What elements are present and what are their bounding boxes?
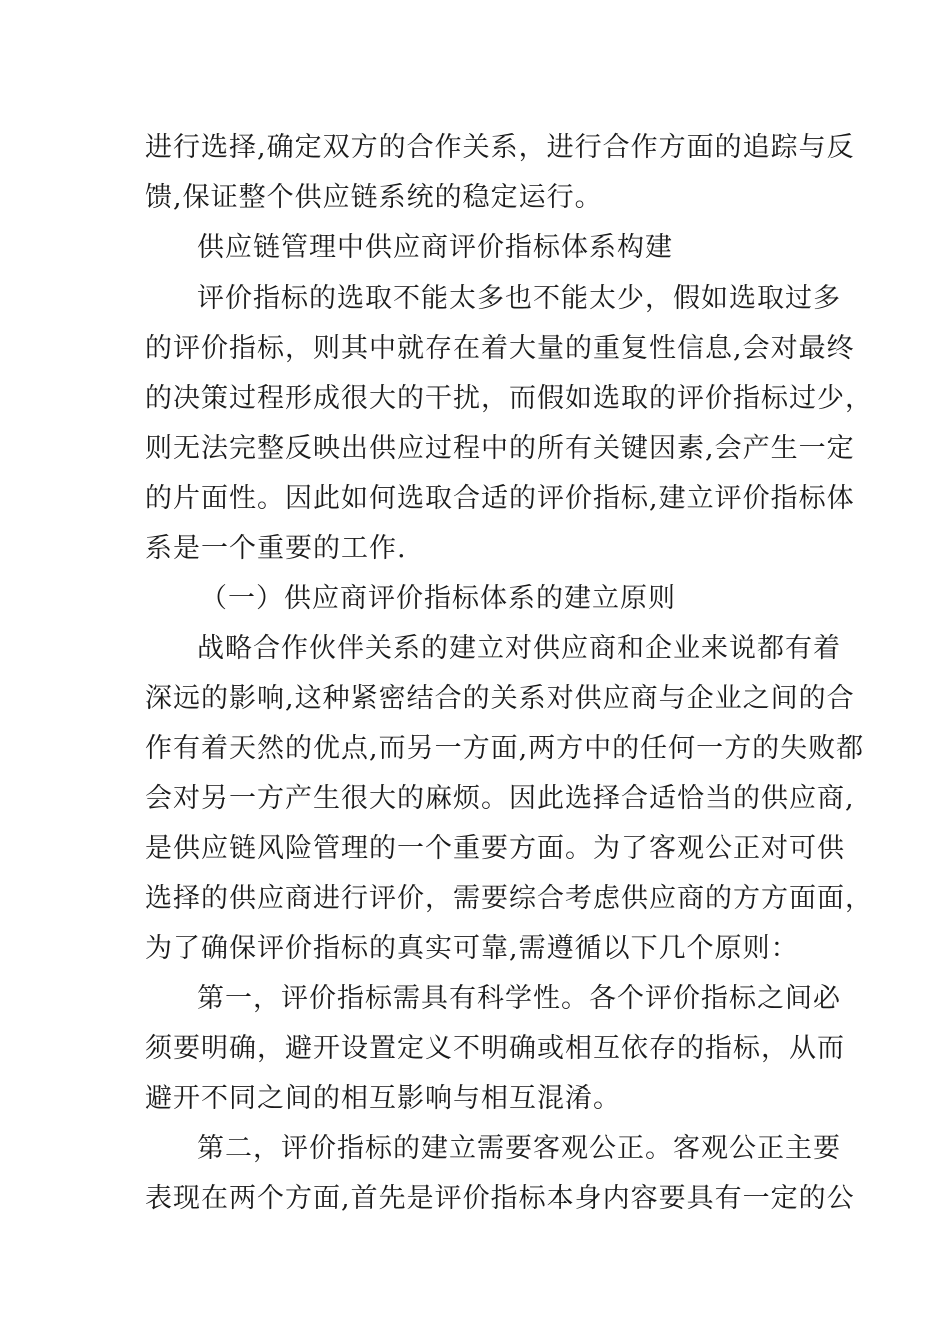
section-heading: 供应链管理中供应商评价指标体系构建	[197, 232, 673, 263]
paragraph-start-line: 第二，评价指标的建立需要客观公正。客观公正主要	[197, 1133, 841, 1164]
text-line: 深远的影响,这种紧密结合的关系对供应商与企业之间的合	[145, 683, 855, 714]
text-line: 馈,保证整个供应链系统的稳定运行。	[145, 182, 603, 213]
text-line: 作有着天然的优点,而另一方面,两方中的任何一方的失败都	[145, 733, 865, 764]
paragraph-start-line: 第一，评价指标需具有科学性。各个评价指标之间必	[197, 983, 841, 1014]
text-line: 的评价指标，则其中就存在着大量的重复性信息,会对最终	[145, 333, 855, 364]
text-line: 须要明确，避开设置定义不明确或相互依存的指标，从而	[145, 1033, 845, 1064]
subsection-heading: （一）供应商评价指标体系的建立原则	[200, 583, 676, 614]
text-line: 为了确保评价指标的真实可靠,需遵循以下几个原则：	[145, 933, 799, 964]
text-line: 选择的供应商进行评价，需要综合考虑供应商的方方面面，	[145, 883, 873, 914]
paragraph-start-line: 评价指标的选取不能太多也不能太少，假如选取过多	[197, 283, 841, 314]
text-line: 是供应链风险管理的一个重要方面。为了客观公正对可供	[145, 833, 845, 864]
paragraph-start-line: 战略合作伙伴关系的建立对供应商和企业来说都有着	[197, 633, 841, 664]
text-line: 进行选择,确定双方的合作关系，进行合作方面的追踪与反	[145, 132, 855, 163]
text-line: 则无法完整反映出供应过程中的所有关键因素,会产生一定	[145, 433, 855, 464]
text-line: 系是一个重要的工作.	[145, 533, 407, 564]
text-line: 会对另一方产生很大的麻烦。因此选择合适恰当的供应商,	[145, 783, 855, 814]
text-line: 的决策过程形成很大的干扰，而假如选取的评价指标过少，	[145, 383, 873, 414]
text-line: 的片面性。因此如何选取合适的评价指标,建立评价指标体	[145, 483, 855, 514]
text-line: 表现在两个方面,首先是评价指标本身内容要具有一定的公	[145, 1183, 855, 1214]
text-line: 避开不同之间的相互影响与相互混淆。	[145, 1083, 621, 1114]
